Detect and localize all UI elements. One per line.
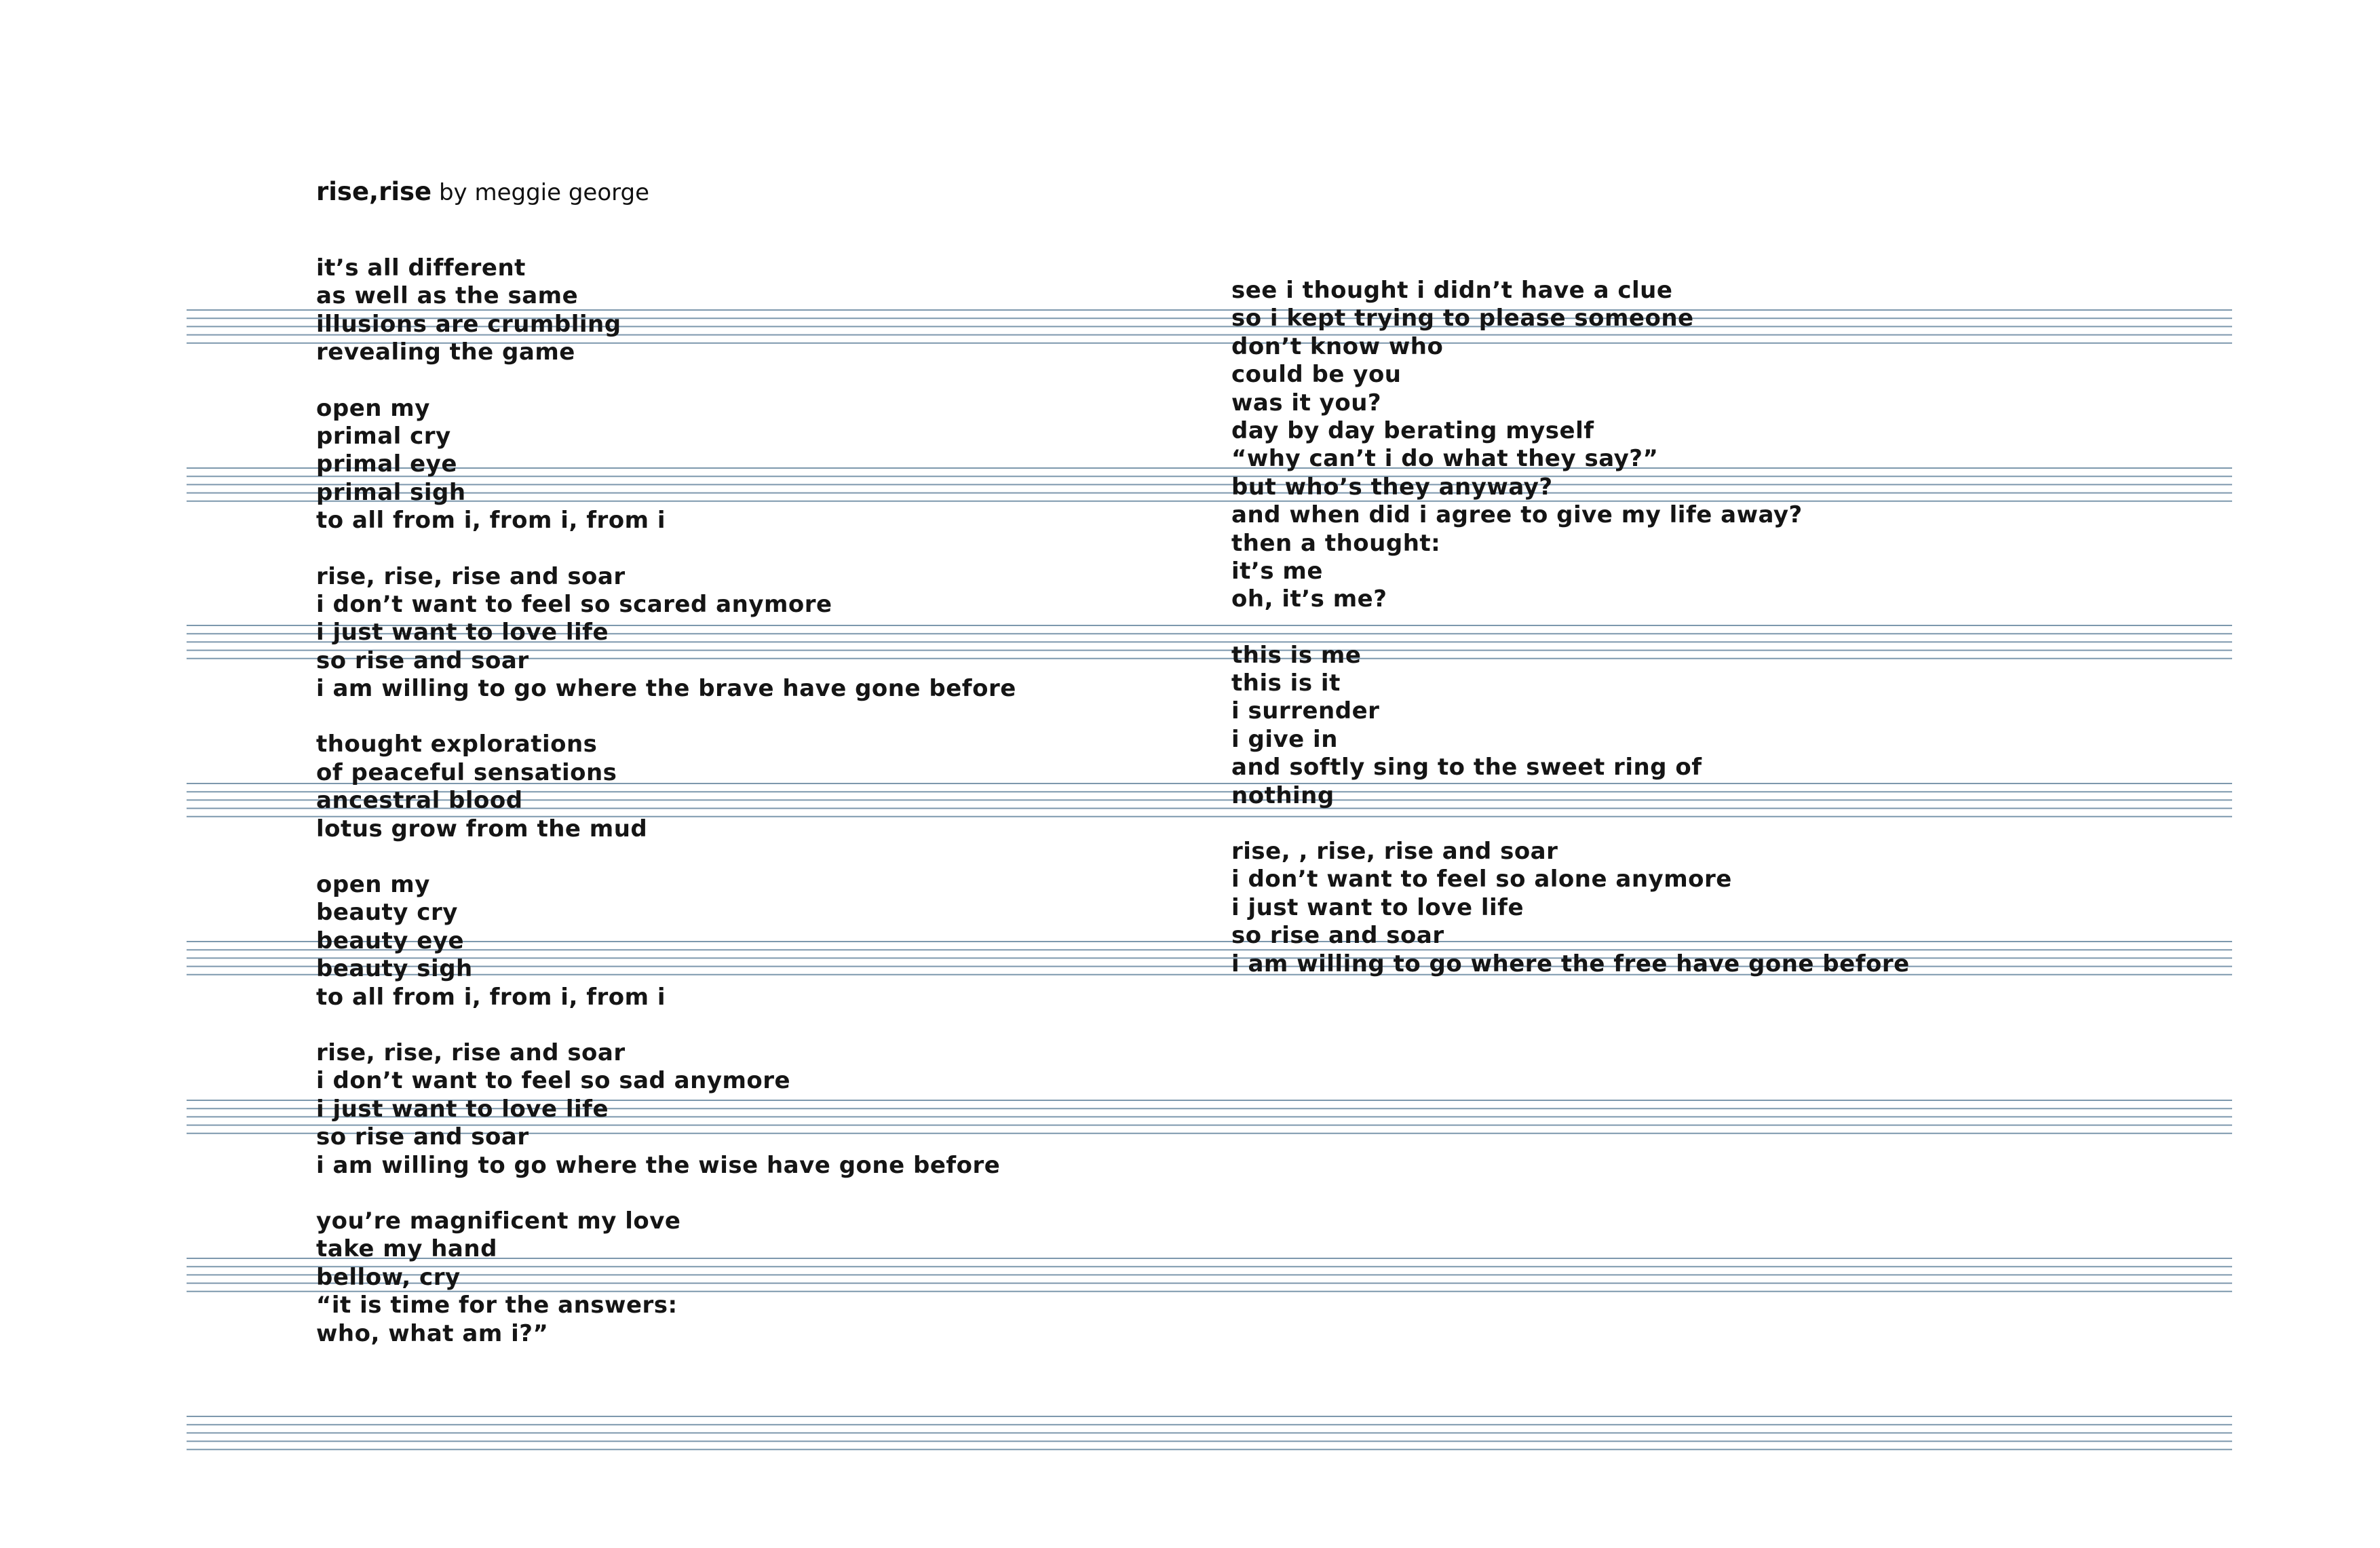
lyric-line: beauty cry xyxy=(316,899,458,927)
lyric-line: thought explorations xyxy=(316,731,598,758)
lyric-stanza xyxy=(316,1039,1198,1180)
lyric-line: lotus grow from the mud xyxy=(316,815,648,843)
lyric-line: it’s me xyxy=(1231,557,1323,585)
lyric-line: you’re magnificent my love xyxy=(316,1207,681,1235)
lyric-line: primal eye xyxy=(316,450,457,478)
lyric-line: ancestral blood xyxy=(316,787,523,815)
lyric-line: i don’t want to feel so alone anymore xyxy=(1231,866,1732,893)
lyric-line: “why can’t i do what they say?” xyxy=(1231,445,1659,473)
lyric-line: beauty sigh xyxy=(316,955,473,983)
lyric-line: nothing xyxy=(1231,781,1335,809)
lyric-line: to all from i, from i, from i xyxy=(316,983,666,1011)
lyric-line: i just want to love life xyxy=(316,1095,609,1123)
lyric-line: who, what am i?” xyxy=(316,1319,549,1347)
lyric-stanza xyxy=(1231,642,2113,810)
byline: by meggie george xyxy=(438,179,650,206)
lyric-line: i surrender xyxy=(1231,697,1380,725)
lyric-line: don’t know who xyxy=(1231,332,1444,360)
lyric-stanza xyxy=(316,254,1198,367)
lyric-line: bellow, cry xyxy=(316,1263,461,1291)
lyric-line: this is it xyxy=(1231,670,1341,697)
lyric-line: so i kept trying to please someone xyxy=(1231,305,1694,332)
lyric-line: “it is time for the answers: xyxy=(316,1292,678,1319)
lyric-stanza xyxy=(316,731,1198,843)
lyric-line: beauty eye xyxy=(316,927,465,954)
lyric-line: but who’s they anyway? xyxy=(1231,473,1553,501)
lyric-line: this is me xyxy=(1231,641,1362,669)
lyric-line: so rise and soar xyxy=(316,646,529,674)
lyric-line: then a thought: xyxy=(1231,529,1441,557)
lyric-line: i am willing to go where the wise have gone before xyxy=(316,1151,1001,1179)
lyric-line: revealing the game xyxy=(316,338,575,366)
lyric-stanza xyxy=(1231,277,2113,614)
lyric-line: i don’t want to feel so sad anymore xyxy=(316,1067,791,1095)
lyric-line: so rise and soar xyxy=(1231,922,1444,950)
lyric-line: could be you xyxy=(1231,361,1402,389)
lyric-stanza xyxy=(316,563,1198,703)
lyric-line: open my xyxy=(316,394,430,422)
lyric-line: was it you? xyxy=(1231,389,1382,417)
lyrics-right-column xyxy=(1231,277,2113,1006)
lyric-line: open my xyxy=(316,871,430,899)
lyric-line: primal sigh xyxy=(316,478,466,506)
lyric-line: as well as the same xyxy=(316,282,579,310)
lyric-line: to all from i, from i, from i xyxy=(316,507,666,535)
lyric-line: and softly sing to the sweet ring of xyxy=(1231,754,1702,781)
lyric-line: i am willing to go where the brave have gone before xyxy=(316,675,1016,703)
lyric-stanza xyxy=(316,1207,1198,1348)
staff xyxy=(187,1416,2232,1450)
lyric-line: rise, rise, rise and soar xyxy=(316,1039,626,1066)
lyric-line: day by day berating myself xyxy=(1231,417,1594,444)
lyric-line: i just want to love life xyxy=(316,619,609,646)
lyric-line: of peaceful sensations xyxy=(316,758,617,786)
title-text: rise,rise xyxy=(316,177,432,206)
lyric-stanza xyxy=(1231,838,2113,978)
lyric-stanza xyxy=(316,395,1198,535)
lyric-line: see i thought i didn’t have a clue xyxy=(1231,277,1673,304)
lyric-line: illusions are crumbling xyxy=(316,310,621,338)
song-title xyxy=(316,175,649,210)
lyric-line: oh, it’s me? xyxy=(1231,585,1387,613)
lyric-line: i am willing to go where the free have gone before xyxy=(1231,950,1910,978)
lyric-line: so rise and soar xyxy=(316,1123,529,1151)
lyric-stanza xyxy=(316,871,1198,1011)
lyric-line: i give in xyxy=(1231,725,1338,753)
lyric-line: rise, , rise, rise and soar xyxy=(1231,838,1558,866)
lyric-line: take my hand xyxy=(316,1235,497,1263)
lyric-line: it’s all different xyxy=(316,254,526,282)
lyric-line: i don’t want to feel so scared anymore xyxy=(316,590,832,618)
lyrics-left-column xyxy=(316,254,1198,1376)
lyric-line: rise, rise, rise and soar xyxy=(316,562,626,590)
lyric-line: primal cry xyxy=(316,422,451,450)
lyric-line: i just want to love life xyxy=(1231,893,1524,921)
lyric-line: and when did i agree to give my life away? xyxy=(1231,501,1803,529)
